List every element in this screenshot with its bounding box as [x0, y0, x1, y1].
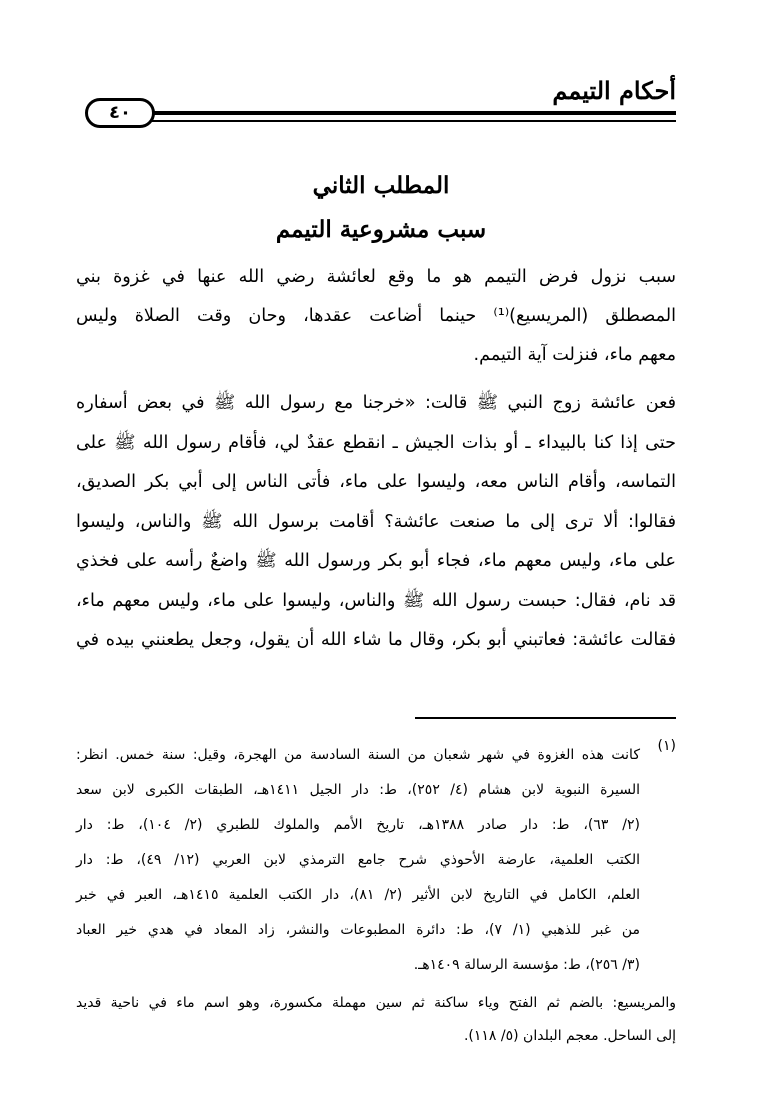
paragraph-line: قد نام، فقال: حبست رسول الله ﷺ والناس، وليسوا على ماء، وليس معهم ماء، — [76, 590, 676, 611]
footnote-1 — [76, 738, 676, 983]
footnote-line: (٢/ ٦٣)، ط: دار صادر ١٣٨٨هـ، تاريخ الأمم والملوك للطبري (٢/ ١٠٤)، ط: دار — [76, 817, 640, 833]
section-heading: المطلب الثاني — [312, 172, 450, 199]
paragraph-1 — [76, 258, 676, 375]
footnote-line: السيرة النبوية لابن هشام (٤/ ٢٥٢)، ط: دار الجيل ١٤١١هـ، الطبقات الكبرى لابن سعد — [76, 782, 640, 798]
footnote-2 — [76, 987, 676, 1053]
footnote-line: والمريسيع: بالضم ثم الفتح وياء ساكنة ثم سين مهملة مكسورة، وهو اسم ماء في ناحية قديد — [76, 995, 676, 1011]
header-rule-thin — [94, 120, 676, 122]
footnote-line: (٣/ ٢٥٦)، ط: مؤسسة الرسالة ١٤٠٩هـ. — [413, 957, 640, 973]
footnote-line: الكتب العلمية، عارضة الأحوذي شرح جامع الترمذي لابن العربي (١٢/ ٤٩)، ط: دار — [76, 852, 640, 868]
footnotes — [76, 738, 676, 1053]
paragraph-line: فعن عائشة زوج النبي ﷺ قالت: «خرجنا مع رسول الله ﷺ في بعض أسفاره — [76, 393, 676, 413]
paragraph-line: على ماء، وليس معهم ماء، فجاء أبو بكر ورسول الله ﷺ واضعٌ رأسه على فخذي — [76, 551, 676, 571]
paragraph-line: حتى إذا كنا بالبيداء ـ أو بذات الجيش ـ انقطع عقدٌ لي، فأقام رسول الله ﷺ على — [76, 432, 676, 453]
paragraph-line: سبب نزول فرض التيمم هو ما وقع لعائشة رضي الله عنها في غزوة بني — [76, 267, 676, 287]
running-title: أحكام التيمم — [552, 76, 676, 105]
page-number-badge — [85, 98, 155, 128]
page-number: ٤٠ — [109, 102, 131, 123]
footnote-line: العلم، الكامل في التاريخ لابن الأثير (٢/ ٨١)، دار الكتب العلمية ١٤١٥هـ، العبر في خبر — [76, 887, 640, 903]
footnote-line: كانت هذه الغزوة في شهر شعبان من السنة السادسة من الهجرة، وقيل: سنة خمس. انظر: — [76, 747, 640, 763]
paragraph-line: فقالوا: ألا ترى إلى ما صنعت عائشة؟ أقامت برسول الله ﷺ والناس، وليسوا — [76, 511, 676, 532]
section-title: سبب مشروعية التيمم — [275, 216, 487, 243]
footnote-line: إلى الساحل. معجم البلدان (٥/ ١١٨). — [463, 1028, 676, 1044]
paragraph-2 — [76, 384, 676, 661]
header-rule — [94, 111, 676, 115]
paragraph-line: التماسه، وأقام الناس معه، وليسوا على ماء، فأتى الناس إلى أبي بكر الصديق، — [76, 472, 676, 492]
paragraph-line: المصطلق (المريسيع)⁽¹⁾ حينما أضاعت عقدها، وحان وقت الصلاة وليس — [76, 306, 676, 326]
footnote-separator — [415, 717, 676, 719]
footnote-number: (١) — [657, 738, 676, 754]
paragraph-line: فقالت عائشة: فعاتبني أبو بكر، وقال ما شاء الله أن يقول، وجعل يطعنني بيده في — [76, 630, 676, 650]
footnote-line: من غبر للذهبي (١/ ٧)، ط: دائرة المطبوعات والنشر، زاد المعاد في هدي خير العباد — [76, 922, 641, 938]
paragraph-line: معهم ماء، فنزلت آية التيمم. — [473, 345, 676, 365]
